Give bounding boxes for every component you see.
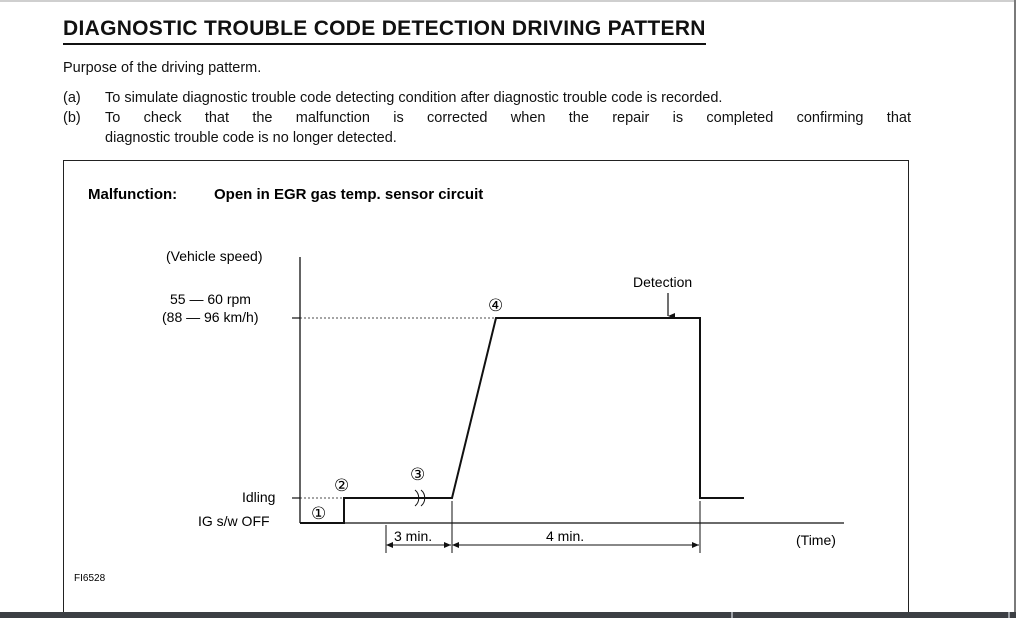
list-text-b-continuation: diagnostic trouble code is no longer detected. (105, 130, 397, 146)
figure-id: FI6528 (74, 573, 106, 584)
bottom-bar-divider-2 (1008, 612, 1010, 618)
step-3-marker: ③ (410, 465, 426, 485)
list-marker-a: (a) (63, 90, 81, 106)
step-4-marker: ④ (488, 296, 504, 316)
step-1-marker: ① (311, 504, 327, 524)
x-axis-label: (Time) (796, 532, 836, 548)
detection-label: Detection (633, 274, 693, 290)
malfunction-description: Open in EGR gas temp. sensor circuit (214, 186, 484, 203)
bottom-bar-divider-1 (731, 612, 733, 618)
list-text-b: To check that the malfunction is corrected when the repair is completed confirming that (105, 110, 911, 126)
speed-label-rpm: 55 — 60 rpm (170, 291, 251, 307)
idling-label: Idling (242, 489, 276, 505)
step-2-marker: ② (334, 476, 350, 496)
list-marker-b: (b) (63, 110, 81, 126)
speed-label-kmh: (88 — 96 km/h) (162, 309, 259, 325)
page-title: DIAGNOSTIC TROUBLE CODE DETECTION DRIVING PATTERN (63, 16, 706, 45)
y-axis-label: (Vehicle speed) (166, 248, 263, 264)
bottom-scroll-bar (0, 612, 1016, 618)
list-text-a: To simulate diagnostic trouble code detecting condition after diagnostic trouble code is recorded. (105, 90, 723, 106)
duration-3min-label: 3 min. (394, 528, 433, 544)
malfunction-label: Malfunction: (88, 186, 178, 203)
duration-4min-label: 4 min. (546, 528, 585, 544)
driving-pattern-diagram (64, 161, 910, 613)
ig-off-label: IG s/w OFF (198, 513, 270, 529)
diagram-frame (63, 160, 909, 618)
vehicle-speed-trace (300, 318, 744, 523)
purpose-text: Purpose of the driving patterm. (63, 60, 262, 76)
top-border (0, 0, 1016, 2)
